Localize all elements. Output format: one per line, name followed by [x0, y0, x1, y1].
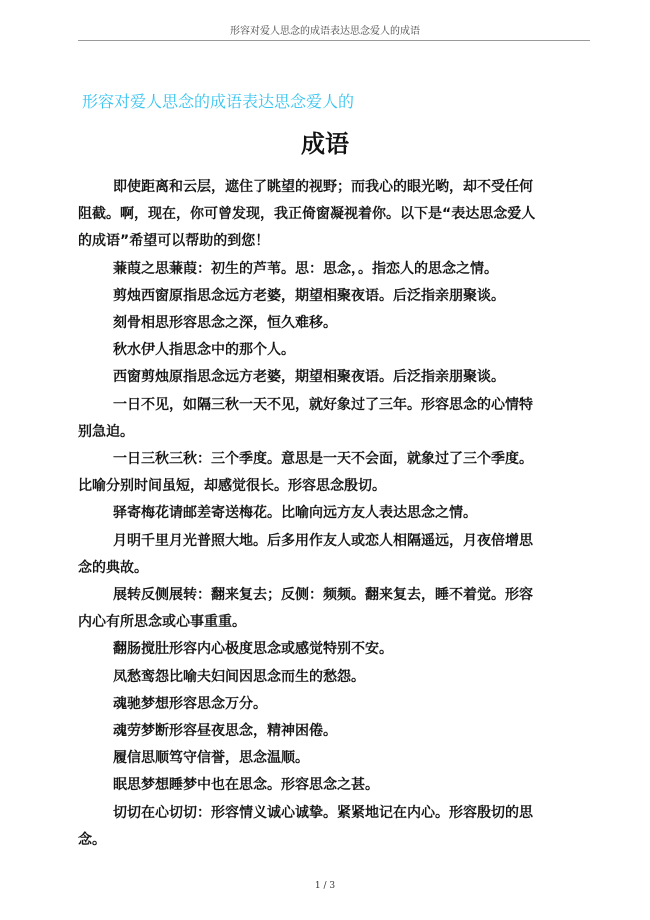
paragraph: 驿寄梅花请邮差寄送梅花。比喻向远方友人表达思念之情。 — [113, 505, 477, 522]
document-body — [78, 174, 538, 854]
paragraph: 切切在心切切：形容情义诚心诚挚。紧紧地记在内心。形容殷切的思念。 — [78, 804, 533, 848]
document-title-line1: 形容对爱人思念的成语表达思念爱人的 — [82, 92, 355, 111]
paragraph: 眠思梦想睡梦中也在思念。形容思念之甚。 — [113, 777, 379, 794]
paragraph: 魂驰梦想形容思念万分。 — [113, 695, 267, 712]
header-divider — [78, 40, 590, 41]
paragraph: 一日不见，如隔三秋一天不见，就好象过了三年。形容思念的心情特别急迫。 — [78, 396, 533, 440]
paragraph: 秋水伊人指思念中的那个人。 — [113, 342, 295, 359]
paragraph: 蒹葭之思蒹葭：初生的芦苇。思：思念，。指恋人的思念之情。 — [113, 260, 498, 277]
paragraph: 展转反侧展转：翻来复去；反侧：频频。翻来复去，睡不着觉。形容内心有所思念或心事重重。 — [78, 587, 533, 631]
page-number: 1 / 3 — [314, 881, 336, 891]
paragraph: 月明千里月光普照大地。后多用作友人或恋人相隔遥远，月夜倍增思念的典故。 — [78, 532, 533, 576]
page-header: 形容对爱人思念的成语表达思念爱人的成语 — [230, 26, 420, 37]
paragraph: 即使距离和云层，遮住了眺望的视野；而我心的眼光哟，却不受任何阻截。啊，现在，你可曾发现，我正倚窗凝视着你。以下是“表达思念爱人的成语”希望可以帮助的到您！ — [78, 179, 536, 250]
paragraph: 履信思顺笃守信誉，思念温顺。 — [113, 750, 309, 767]
paragraph: 凤愁鸾怨比喻夫妇间因思念而生的愁怨。 — [113, 668, 365, 685]
document-title-line2: 成语 — [301, 130, 349, 158]
paragraph: 翻肠搅肚形容内心极度思念或感觉特别不安。 — [113, 641, 393, 658]
paragraph: 魂劳梦断形容昼夜思念，精神困倦。 — [113, 723, 337, 740]
paragraph: 剪烛西窗原指思念远方老婆，期望相聚夜语。后泛指亲朋聚谈。 — [113, 287, 505, 304]
paragraph: 刻骨相思形容思念之深，恒久难移。 — [113, 315, 337, 332]
paragraph: 西窗剪烛原指思念远方老婆，期望相聚夜语。后泛指亲朋聚谈。 — [113, 369, 505, 386]
paragraph: 一日三秋三秋：三个季度。意思是一天不会面，就象过了三个季度。比喻分别时间虽短，却感觉很长。形容思念殷切。 — [78, 451, 533, 495]
